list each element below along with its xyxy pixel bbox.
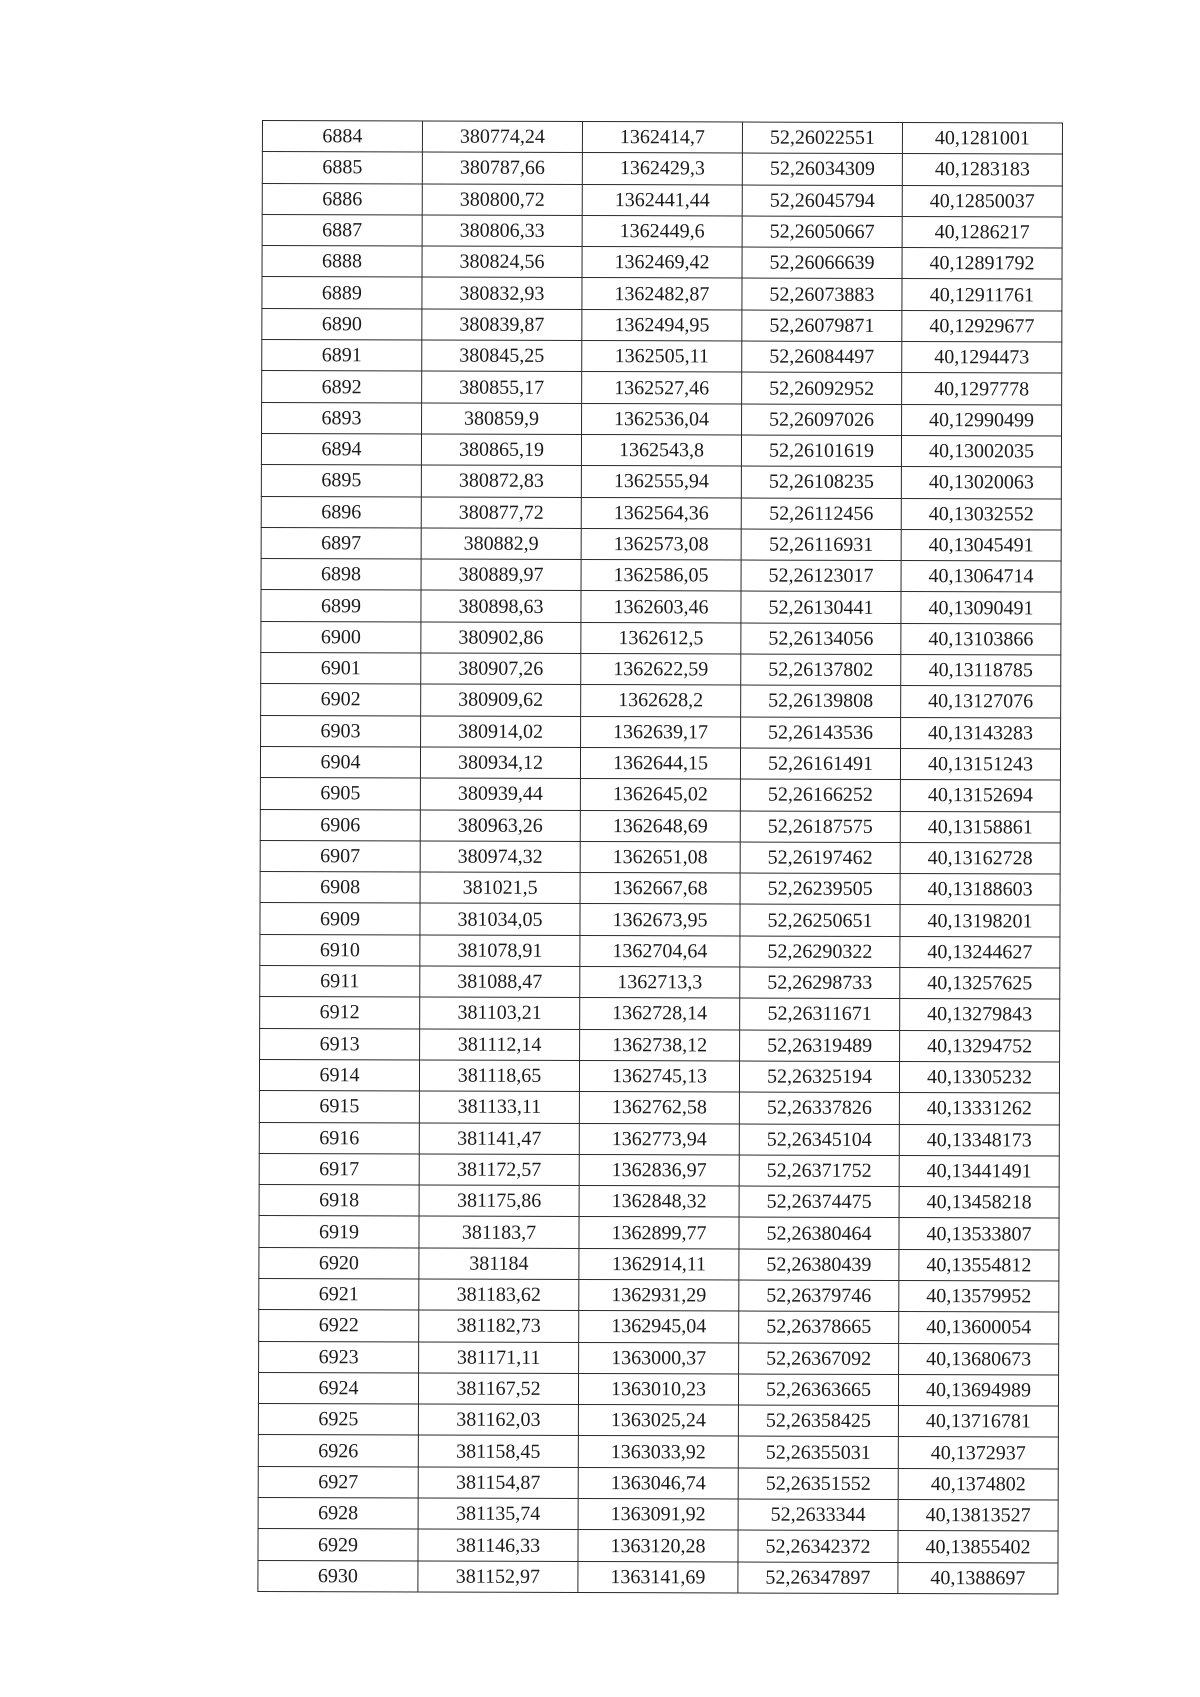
longitude-cell: 40,13188603 <box>900 874 1060 906</box>
table-row <box>258 1466 1058 1500</box>
longitude-cell: 40,13090491 <box>901 592 1061 624</box>
latitude-cell: 52,26045794 <box>742 185 902 217</box>
table-row <box>262 214 1062 248</box>
x-coordinate-cell: 381154,87 <box>418 1467 578 1499</box>
latitude-cell: 52,26358425 <box>738 1405 898 1437</box>
point-number-cell: 6928 <box>258 1498 418 1530</box>
longitude-cell: 40,13305232 <box>899 1061 1059 1093</box>
latitude-cell: 52,26319489 <box>740 1030 900 1062</box>
table-row <box>258 1372 1058 1406</box>
longitude-cell: 40,13020063 <box>901 467 1061 499</box>
table-row <box>261 496 1061 530</box>
latitude-cell: 52,26134056 <box>741 623 901 655</box>
x-coordinate-cell: 380774,24 <box>422 121 582 153</box>
longitude-cell: 40,12929677 <box>902 310 1062 342</box>
table-row <box>260 778 1060 812</box>
y-coordinate-cell: 1362762,58 <box>579 1092 739 1124</box>
point-number-cell: 6923 <box>259 1341 419 1373</box>
y-coordinate-cell: 1362543,8 <box>581 434 741 466</box>
y-coordinate-cell: 1362603,46 <box>581 591 741 623</box>
y-coordinate-cell: 1362414,7 <box>582 122 742 154</box>
point-number-cell: 6918 <box>259 1185 419 1217</box>
y-coordinate-cell: 1362527,46 <box>582 372 742 404</box>
y-coordinate-cell: 1362773,94 <box>579 1123 739 1155</box>
longitude-cell: 40,1372937 <box>898 1437 1058 1469</box>
y-coordinate-cell: 1362494,95 <box>582 309 742 341</box>
y-coordinate-cell: 1362648,69 <box>580 810 740 842</box>
point-number-cell: 6896 <box>261 496 421 528</box>
x-coordinate-cell: 381133,11 <box>419 1091 579 1123</box>
latitude-cell: 52,26101619 <box>741 435 901 467</box>
longitude-cell: 40,1281001 <box>902 123 1062 155</box>
latitude-cell: 52,26347897 <box>738 1562 898 1594</box>
longitude-cell: 40,13294752 <box>900 1030 1060 1062</box>
y-coordinate-cell: 1363091,92 <box>578 1499 738 1531</box>
point-number-cell: 6924 <box>258 1372 418 1404</box>
table-row <box>260 809 1060 843</box>
table-row <box>260 966 1060 1000</box>
table-row <box>260 840 1060 874</box>
latitude-cell: 52,26355031 <box>738 1436 898 1468</box>
longitude-cell: 40,13716781 <box>898 1406 1058 1438</box>
x-coordinate-cell: 381146,33 <box>418 1529 578 1561</box>
x-coordinate-cell: 380963,26 <box>420 810 580 842</box>
point-number-cell: 6908 <box>260 872 420 904</box>
longitude-cell: 40,13045491 <box>901 529 1061 561</box>
x-coordinate-cell: 380824,56 <box>422 246 582 278</box>
longitude-cell: 40,13441491 <box>899 1155 1059 1187</box>
point-number-cell: 6915 <box>259 1091 419 1123</box>
y-coordinate-cell: 1362639,17 <box>581 716 741 748</box>
y-coordinate-cell: 1362564,36 <box>581 497 741 529</box>
latitude-cell: 52,26079871 <box>742 310 902 342</box>
y-coordinate-cell: 1363010,23 <box>578 1373 738 1405</box>
longitude-cell: 40,13064714 <box>901 561 1061 593</box>
table-row <box>260 903 1060 937</box>
latitude-cell: 52,26374475 <box>739 1186 899 1218</box>
x-coordinate-cell: 380939,44 <box>420 778 580 810</box>
x-coordinate-cell: 380859,9 <box>422 403 582 435</box>
longitude-cell: 40,1297778 <box>902 373 1062 405</box>
latitude-cell: 52,26187575 <box>740 811 900 843</box>
longitude-cell: 40,13348173 <box>899 1124 1059 1156</box>
longitude-cell: 40,1286217 <box>902 216 1062 248</box>
latitude-cell: 52,26197462 <box>740 842 900 874</box>
point-number-cell: 6890 <box>262 308 422 340</box>
x-coordinate-cell: 381034,05 <box>420 903 580 935</box>
table-row <box>262 246 1062 280</box>
latitude-cell: 52,26351552 <box>738 1468 898 1500</box>
x-coordinate-cell: 380865,19 <box>421 434 581 466</box>
longitude-cell: 40,13244627 <box>900 936 1060 968</box>
table-row <box>259 1310 1059 1344</box>
latitude-cell: 52,26066639 <box>742 247 902 279</box>
longitude-cell: 40,1294473 <box>902 342 1062 374</box>
table-row <box>260 997 1060 1031</box>
x-coordinate-cell: 380787,66 <box>422 152 582 184</box>
table-row <box>259 1122 1059 1156</box>
point-number-cell: 6914 <box>259 1059 419 1091</box>
y-coordinate-cell: 1362704,64 <box>580 935 740 967</box>
longitude-cell: 40,13151243 <box>900 748 1060 780</box>
point-number-cell: 6922 <box>259 1310 419 1342</box>
table-row <box>262 183 1062 217</box>
longitude-cell: 40,13118785 <box>901 655 1061 687</box>
y-coordinate-cell: 1362713,3 <box>580 967 740 999</box>
longitude-cell: 40,12891792 <box>902 248 1062 280</box>
point-number-cell: 6886 <box>262 183 422 215</box>
latitude-cell: 52,26380464 <box>739 1217 899 1249</box>
x-coordinate-cell: 381118,65 <box>419 1060 579 1092</box>
table-row <box>259 1059 1059 1093</box>
latitude-cell: 52,26022551 <box>742 122 902 154</box>
y-coordinate-cell: 1362738,12 <box>580 1029 740 1061</box>
point-number-cell: 6906 <box>260 809 420 841</box>
point-number-cell: 6895 <box>261 465 421 497</box>
longitude-cell: 40,13152694 <box>900 780 1060 812</box>
y-coordinate-cell: 1362899,77 <box>579 1217 739 1249</box>
table-row <box>261 527 1061 561</box>
point-number-cell: 6900 <box>261 621 421 653</box>
y-coordinate-cell: 1362945,04 <box>579 1311 739 1343</box>
table-row <box>262 340 1062 374</box>
latitude-cell: 52,26250651 <box>740 904 900 936</box>
longitude-cell: 40,13331262 <box>899 1093 1059 1125</box>
longitude-cell: 40,1374802 <box>898 1468 1058 1500</box>
table-row <box>261 433 1061 467</box>
latitude-cell: 52,26311671 <box>740 998 900 1030</box>
table-row <box>261 653 1061 687</box>
table-row <box>258 1529 1058 1563</box>
table-row <box>262 277 1062 311</box>
x-coordinate-cell: 380872,83 <box>421 465 581 497</box>
point-number-cell: 6920 <box>259 1247 419 1279</box>
table-row <box>259 1185 1059 1219</box>
y-coordinate-cell: 1362931,29 <box>579 1279 739 1311</box>
point-number-cell: 6885 <box>262 152 422 184</box>
latitude-cell: 52,26379746 <box>739 1280 899 1312</box>
x-coordinate-cell: 381078,91 <box>420 935 580 967</box>
point-number-cell: 6899 <box>261 590 421 622</box>
x-coordinate-cell: 380889,97 <box>421 559 581 591</box>
longitude-cell: 40,13198201 <box>900 905 1060 937</box>
table-row <box>259 1341 1059 1375</box>
latitude-cell: 52,26073883 <box>742 278 902 310</box>
longitude-cell: 40,1388697 <box>898 1562 1058 1594</box>
latitude-cell: 52,26298733 <box>740 967 900 999</box>
y-coordinate-cell: 1362586,05 <box>581 560 741 592</box>
latitude-cell: 52,26116931 <box>741 529 901 561</box>
longitude-cell: 40,1283183 <box>902 154 1062 186</box>
latitude-cell: 52,26363665 <box>738 1374 898 1406</box>
point-number-cell: 6925 <box>258 1404 418 1436</box>
point-number-cell: 6919 <box>259 1216 419 1248</box>
latitude-cell: 52,26380439 <box>739 1249 899 1281</box>
point-number-cell: 6905 <box>260 778 420 810</box>
point-number-cell: 6903 <box>261 715 421 747</box>
y-coordinate-cell: 1363000,37 <box>579 1342 739 1374</box>
y-coordinate-cell: 1363033,92 <box>578 1436 738 1468</box>
latitude-cell: 52,26367092 <box>739 1343 899 1375</box>
x-coordinate-cell: 380974,32 <box>420 841 580 873</box>
y-coordinate-cell: 1362429,3 <box>582 153 742 185</box>
latitude-cell: 52,26378665 <box>739 1311 899 1343</box>
y-coordinate-cell: 1362673,95 <box>580 904 740 936</box>
y-coordinate-cell: 1363120,28 <box>578 1530 738 1562</box>
longitude-cell: 40,12990499 <box>902 404 1062 436</box>
x-coordinate-cell: 381135,74 <box>418 1498 578 1530</box>
point-number-cell: 6902 <box>261 684 421 716</box>
y-coordinate-cell: 1362667,68 <box>580 873 740 905</box>
y-coordinate-cell: 1362622,59 <box>581 654 741 686</box>
coordinates-table <box>257 120 1063 1594</box>
y-coordinate-cell: 1362644,15 <box>580 747 740 779</box>
y-coordinate-cell: 1362628,2 <box>581 685 741 717</box>
y-coordinate-cell: 1362441,44 <box>582 184 742 216</box>
table-row <box>262 121 1062 155</box>
latitude-cell: 52,26161491 <box>740 748 900 780</box>
table-row <box>258 1435 1058 1469</box>
table-row <box>259 1091 1059 1125</box>
latitude-cell: 52,26371752 <box>739 1155 899 1187</box>
x-coordinate-cell: 381171,11 <box>419 1342 579 1374</box>
coordinates-table-body <box>258 121 1063 1594</box>
x-coordinate-cell: 381172,57 <box>419 1154 579 1186</box>
point-number-cell: 6930 <box>258 1560 418 1592</box>
x-coordinate-cell: 381183,7 <box>419 1216 579 1248</box>
longitude-cell: 40,12850037 <box>902 185 1062 217</box>
x-coordinate-cell: 380845,25 <box>422 340 582 372</box>
latitude-cell: 52,26345104 <box>739 1124 899 1156</box>
longitude-cell: 40,13813527 <box>898 1500 1058 1532</box>
y-coordinate-cell: 1363046,74 <box>578 1467 738 1499</box>
x-coordinate-cell: 380806,33 <box>422 215 582 247</box>
table-row <box>260 746 1060 780</box>
y-coordinate-cell: 1362482,87 <box>582 278 742 310</box>
longitude-cell: 40,13162728 <box>900 842 1060 874</box>
point-number-cell: 6926 <box>258 1435 418 1467</box>
y-coordinate-cell: 1362728,14 <box>580 998 740 1030</box>
y-coordinate-cell: 1362645,02 <box>580 779 740 811</box>
x-coordinate-cell: 381112,14 <box>420 1029 580 1061</box>
longitude-cell: 40,13680673 <box>899 1343 1059 1375</box>
y-coordinate-cell: 1363141,69 <box>578 1561 738 1593</box>
point-number-cell: 6892 <box>262 371 422 403</box>
latitude-cell: 52,26325194 <box>739 1061 899 1093</box>
table-row <box>261 559 1061 593</box>
longitude-cell: 40,13579952 <box>899 1280 1059 1312</box>
table-row <box>261 684 1061 718</box>
table-row <box>260 934 1060 968</box>
latitude-cell: 52,2633344 <box>738 1499 898 1531</box>
longitude-cell: 40,13257625 <box>900 968 1060 1000</box>
latitude-cell: 52,26123017 <box>741 560 901 592</box>
latitude-cell: 52,26337826 <box>739 1092 899 1124</box>
latitude-cell: 52,26050667 <box>742 216 902 248</box>
x-coordinate-cell: 380832,93 <box>422 277 582 309</box>
latitude-cell: 52,26084497 <box>742 341 902 373</box>
x-coordinate-cell: 380855,17 <box>422 371 582 403</box>
point-number-cell: 6929 <box>258 1529 418 1561</box>
longitude-cell: 40,13458218 <box>899 1187 1059 1219</box>
x-coordinate-cell: 381184 <box>419 1248 579 1280</box>
y-coordinate-cell: 1362469,42 <box>582 247 742 279</box>
table-row <box>258 1498 1058 1532</box>
longitude-cell: 40,13554812 <box>899 1249 1059 1281</box>
longitude-cell: 40,13600054 <box>899 1312 1059 1344</box>
point-number-cell: 6887 <box>262 214 422 246</box>
x-coordinate-cell: 380882,9 <box>421 528 581 560</box>
y-coordinate-cell: 1363025,24 <box>578 1405 738 1437</box>
table-row <box>261 715 1061 749</box>
x-coordinate-cell: 380934,12 <box>420 747 580 779</box>
longitude-cell: 40,13158861 <box>900 811 1060 843</box>
longitude-cell: 40,13533807 <box>899 1218 1059 1250</box>
y-coordinate-cell: 1362651,08 <box>580 841 740 873</box>
point-number-cell: 6889 <box>262 277 422 309</box>
table-row <box>258 1560 1058 1594</box>
x-coordinate-cell: 381162,03 <box>418 1404 578 1436</box>
y-coordinate-cell: 1362573,08 <box>581 528 741 560</box>
latitude-cell: 52,26239505 <box>740 873 900 905</box>
longitude-cell: 40,13143283 <box>901 717 1061 749</box>
x-coordinate-cell: 381182,73 <box>419 1310 579 1342</box>
latitude-cell: 52,26112456 <box>741 498 901 530</box>
latitude-cell: 52,26166252 <box>740 779 900 811</box>
point-number-cell: 6907 <box>260 840 420 872</box>
table-row <box>261 621 1061 655</box>
table-row <box>262 371 1062 405</box>
point-number-cell: 6891 <box>262 340 422 372</box>
x-coordinate-cell: 381088,47 <box>420 966 580 998</box>
longitude-cell: 40,13002035 <box>901 435 1061 467</box>
latitude-cell: 52,26139808 <box>741 685 901 717</box>
y-coordinate-cell: 1362536,04 <box>582 403 742 435</box>
table-row <box>261 590 1061 624</box>
x-coordinate-cell: 380914,02 <box>421 716 581 748</box>
longitude-cell: 40,13694989 <box>898 1374 1058 1406</box>
y-coordinate-cell: 1362848,32 <box>579 1186 739 1218</box>
x-coordinate-cell: 380909,62 <box>421 684 581 716</box>
table-row <box>259 1216 1059 1250</box>
y-coordinate-cell: 1362745,13 <box>579 1060 739 1092</box>
latitude-cell: 52,26108235 <box>741 466 901 498</box>
point-number-cell: 6909 <box>260 903 420 935</box>
x-coordinate-cell: 381175,86 <box>419 1185 579 1217</box>
table-row <box>260 1028 1060 1062</box>
point-number-cell: 6910 <box>260 934 420 966</box>
table-row <box>262 308 1062 342</box>
y-coordinate-cell: 1362612,5 <box>581 622 741 654</box>
x-coordinate-cell: 381183,62 <box>419 1279 579 1311</box>
longitude-cell: 40,13855402 <box>898 1531 1058 1563</box>
point-number-cell: 6911 <box>260 966 420 998</box>
longitude-cell: 40,13127076 <box>901 686 1061 718</box>
point-number-cell: 6927 <box>258 1466 418 1498</box>
x-coordinate-cell: 380800,72 <box>422 184 582 216</box>
x-coordinate-cell: 381152,97 <box>418 1561 578 1593</box>
latitude-cell: 52,26342372 <box>738 1530 898 1562</box>
x-coordinate-cell: 380839,87 <box>422 309 582 341</box>
longitude-cell: 40,13032552 <box>901 498 1061 530</box>
x-coordinate-cell: 381141,47 <box>419 1122 579 1154</box>
point-number-cell: 6888 <box>262 246 422 278</box>
y-coordinate-cell: 1362449,6 <box>582 215 742 247</box>
latitude-cell: 52,26097026 <box>742 404 902 436</box>
y-coordinate-cell: 1362505,11 <box>582 341 742 373</box>
x-coordinate-cell: 381158,45 <box>418 1435 578 1467</box>
table-row <box>260 872 1060 906</box>
point-number-cell: 6921 <box>259 1278 419 1310</box>
x-coordinate-cell: 380902,86 <box>421 622 581 654</box>
table-row <box>259 1153 1059 1187</box>
x-coordinate-cell: 381103,21 <box>420 997 580 1029</box>
x-coordinate-cell: 381021,5 <box>420 872 580 904</box>
longitude-cell: 40,13279843 <box>900 999 1060 1031</box>
x-coordinate-cell: 380898,63 <box>421 590 581 622</box>
table-row <box>259 1247 1059 1281</box>
longitude-cell: 40,13103866 <box>901 623 1061 655</box>
latitude-cell: 52,26092952 <box>742 372 902 404</box>
table-row <box>261 465 1061 499</box>
point-number-cell: 6912 <box>260 997 420 1029</box>
point-number-cell: 6901 <box>261 653 421 685</box>
latitude-cell: 52,26130441 <box>741 591 901 623</box>
y-coordinate-cell: 1362836,97 <box>579 1154 739 1186</box>
latitude-cell: 52,26034309 <box>742 153 902 185</box>
latitude-cell: 52,26137802 <box>741 654 901 686</box>
latitude-cell: 52,26290322 <box>740 936 900 968</box>
point-number-cell: 6897 <box>261 527 421 559</box>
latitude-cell: 52,26143536 <box>741 717 901 749</box>
longitude-cell: 40,12911761 <box>902 279 1062 311</box>
point-number-cell: 6913 <box>260 1028 420 1060</box>
y-coordinate-cell: 1362555,94 <box>581 466 741 498</box>
point-number-cell: 6904 <box>260 746 420 778</box>
table-row <box>262 402 1062 436</box>
table-row <box>259 1278 1059 1312</box>
point-number-cell: 6916 <box>259 1122 419 1154</box>
point-number-cell: 6893 <box>262 402 422 434</box>
point-number-cell: 6898 <box>261 559 421 591</box>
point-number-cell: 6894 <box>261 433 421 465</box>
x-coordinate-cell: 380877,72 <box>421 497 581 529</box>
x-coordinate-cell: 380907,26 <box>421 653 581 685</box>
x-coordinate-cell: 381167,52 <box>418 1373 578 1405</box>
y-coordinate-cell: 1362914,11 <box>579 1248 739 1280</box>
point-number-cell: 6917 <box>259 1153 419 1185</box>
point-number-cell: 6884 <box>262 121 422 153</box>
table-row <box>262 152 1062 186</box>
table-row <box>258 1404 1058 1438</box>
